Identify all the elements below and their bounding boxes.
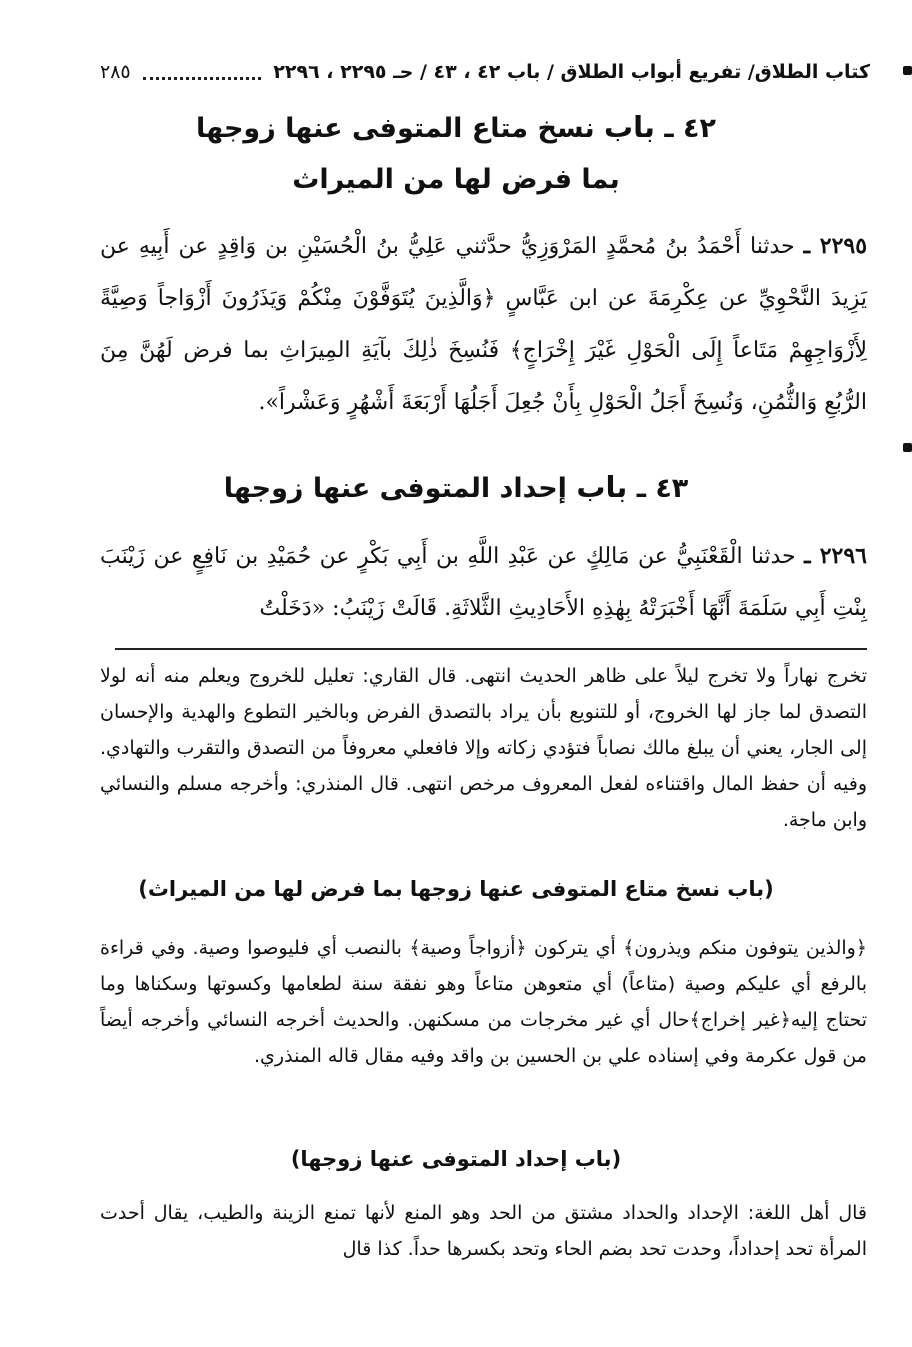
chapter-43-heading bbox=[80, 466, 832, 510]
commentary-heading: (باب نسخ متاع المتوفى عنها زوجها بما فرض لها من الميراث) bbox=[138, 877, 774, 901]
chapter-bab-label: باب bbox=[604, 110, 655, 144]
commentary-paragraph: ﴿والذين يتوفون منكم ويذرون﴾ أي يتركون ﴿أزواجاً وصية﴾ بالنصب أي فليوصوا وصية. وفي قراءة بالرفع أي عليكم وصية (متاعاً) أي متعوهن متاعاً وهو نفقة سنة لطعامها وكسوتها وسكناها وما تحتاج إليه﴿غير إخراج﴾حال أي غير مخرجات من مسكنهن. والحديث أخرجه النسائي وأخرجه أيضاً من قول عكرمة وفي إسناده علي بن الحسين بن واقد وفيه مقال قاله المنذري. bbox=[100, 937, 867, 1067]
chapter-title: إحداد المتوفى عنها زوجها bbox=[223, 473, 567, 504]
chapter-42-heading-line2: بما فرض لها من الميراث bbox=[292, 164, 620, 195]
commentary-heading: (باب إحداد المتوفى عنها زوجها) bbox=[290, 1147, 622, 1171]
hadith-text: حدثنا الْقَعْنَبِيُّ عن مَالِكٍ عن عَبْدِ اللَّهِ بن أَبِي بَكْرٍ عن حُمَيْدِ بن نَافِعٍ عن زَيْنَبَ بِنْتِ أَبِي سَلَمَةَ أَنَّهَا أَخْبَرَتْهُ بِهٰذِهِ الأَحَادِيثِ الثَّلاثَةِ. قَالَتْ زَيْنَبُ: «دَخَلْتُ bbox=[100, 544, 867, 621]
chapter-42-heading bbox=[80, 106, 832, 150]
chapter-bab-label: باب bbox=[576, 470, 628, 504]
running-header-title: كتاب الطلاق/ تفريع أبواب الطلاق / باب ٤٢ ، ٤٣ / حـ ٢٢٩٥ ، ٢٢٩٦ bbox=[273, 61, 870, 83]
page-number: ٢٨٥ bbox=[100, 61, 131, 83]
hadith-text: حدثنا أَحْمَدُ بنُ مُحمَّدٍ المَرْوَزِيُّ حدَّثني عَلِيُّ بنُ الْحُسَيْنِ بن وَاقِدٍ عن أَبِيهِ عن يَزِيدَ النَّحْوِيِّ عن عِكْرِمَةَ عن ابن عَبَّاسٍ ﴿وَالَّذِينَ يُتَوَفَّوْنَ مِنْكُمْ وَيَذَرُونَ أَزْوَاجاً وَصِيَّةً لِأَزْوَاجِهِمْ مَتَاعاً إِلَى الْحَوْلِ غَيْرَ إِخْرَاجٍ﴾ فَنُسِخَ ذٰلِكَ بآيَةِ المِيرَاثِ بما فرض لَهُنَّ مِنَ الرُّبُعِ وَالثُّمُنِ، وَنُسِخَ أَجَلُ الْحَوْلِ بِأَنْ جُعِلَ أَجَلُهَا أَرْبَعَةَ أَشْهُرٍ وَعَشْراً». bbox=[100, 234, 867, 415]
hadith-number: ٢٢٩٦ ـ bbox=[804, 543, 867, 569]
chapter-number: ٤٢ ـ bbox=[664, 113, 716, 144]
page-edge-mark bbox=[903, 443, 912, 452]
footnote-divider bbox=[115, 648, 867, 650]
running-header bbox=[100, 52, 870, 92]
page-edge-mark bbox=[903, 66, 912, 75]
chapter-number: ٤٣ ـ bbox=[636, 473, 689, 504]
leader-dots bbox=[143, 77, 262, 80]
hadith-2295 bbox=[100, 220, 867, 429]
commentary-paragraph: تخرج نهاراً ولا تخرج ليلاً على ظاهر الحديث انتهى. قال القاري: تعليل للخروج ويعلم منه أنه لولا التصدق لما جاز لها الخروج، أو للتنويع بأن يراد بالتصدق الفرض وبالخير التطوع والهدية والإحسان إلى الجار، يعني أن يبلغ مالك نصاباً فتؤدي زكاته وإلا فافعلي معروفاً من التصدق والتقرب والتهادي. وفيه أن حفظ المال واقتناءه لفعل المعروف مرخص انتهى. قال المنذري: وأخرجه مسلم والنسائي وابن ماجة. bbox=[100, 665, 867, 831]
hadith-2296 bbox=[100, 530, 867, 635]
chapter-title: نسخ متاع المتوفى عنها زوجها bbox=[196, 113, 595, 144]
hadith-number: ٢٢٩٥ ـ bbox=[803, 233, 868, 259]
commentary-paragraph: قال أهل اللغة: الإحداد والحداد مشتق من الحد وهو المنع لأنها تمنع الزينة والطيب، يقال أحدت المرأة تحد إحداداً، وحدت تحد بضم الحاء وتحد بكسرها حداً. كذا قال bbox=[100, 1202, 867, 1260]
